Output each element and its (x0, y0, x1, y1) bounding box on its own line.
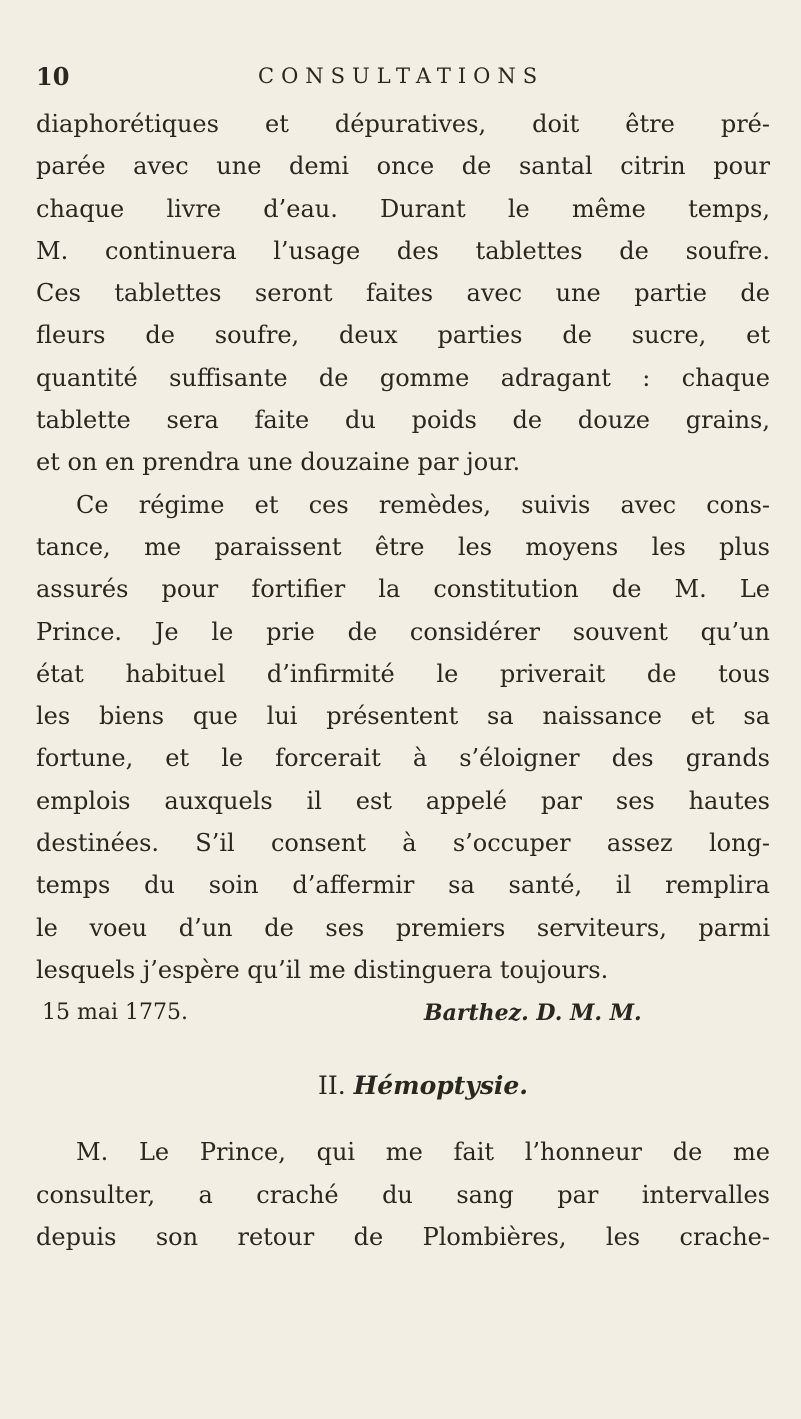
text-line: destinées. S’il consent à s’occuper assez long- (36, 829, 770, 858)
body-text (36, 103, 770, 1258)
signature-author: Barthez. D. M. M. (424, 1000, 642, 1027)
signature-line (36, 991, 770, 1035)
signature-date: 15 mai 1775. (42, 1000, 188, 1026)
text-line: tance, me paraissent être les moyens les plus (36, 532, 770, 561)
text-line: diaphorétiques et dépuratives, doit être pré- (36, 110, 770, 138)
text-line: temps du soin d’affermir sa santé, il remplira (36, 871, 770, 900)
text-line: quantité suffisante de gomme adragant : chaque (36, 363, 770, 392)
text-line: état habituel d’infirmité le priverait de tous (36, 659, 770, 688)
text-line: Ce régime et ces remèdes, suivis avec cons- (76, 490, 770, 519)
section-number: II. (317, 1071, 346, 1101)
text-line: et on en prendra une douzaine par jour. (36, 448, 521, 477)
text-line: Ces tablettes seront faites avec une partie de (36, 279, 770, 308)
paragraph-2 (36, 484, 770, 992)
section-title: Hémoptysie. (353, 1071, 529, 1101)
text-line: les biens que lui présentent sa naissance et sa (36, 702, 770, 731)
text-line: depuis son retour de Plombières, les crache- (36, 1222, 770, 1251)
text-line: fleurs de soufre, deux parties de sucre, et (36, 321, 770, 350)
page-header (36, 62, 776, 102)
text-line: Prince. Je le prie de considérer souvent qu’un (36, 617, 770, 646)
text-line: emplois auxquels il est appelé par ses hautes (36, 786, 770, 815)
running-head: CONSULTATIONS (258, 64, 545, 88)
section-heading (36, 1055, 770, 1117)
text-line: fortune, et le forcerait à s’éloigner des grands (36, 744, 770, 773)
text-line: consulter, a craché du sang par intervalles (36, 1180, 770, 1209)
paragraph-3 (36, 1131, 770, 1258)
text-line: le voeu d’un de ses premiers serviteurs, parmi (36, 913, 770, 942)
text-line: M. Le Prince, qui me fait l’honneur de me (76, 1138, 770, 1167)
text-line: tablette sera faite du poids de douze grains, (36, 406, 770, 435)
text-line: parée avec une demi once de santal citrin pour (36, 152, 770, 181)
text-line: lesquels j’espère qu’il me distinguera toujours. (36, 955, 609, 984)
text-line: M. continuera l’usage des tablettes de soufre. (36, 236, 770, 265)
paragraph-1 (36, 103, 770, 484)
text-line: assurés pour fortifier la constitution de M. Le (36, 575, 770, 604)
page-number: 10 (36, 62, 70, 91)
text-line: chaque livre d’eau. Durant le même temps, (36, 194, 770, 223)
